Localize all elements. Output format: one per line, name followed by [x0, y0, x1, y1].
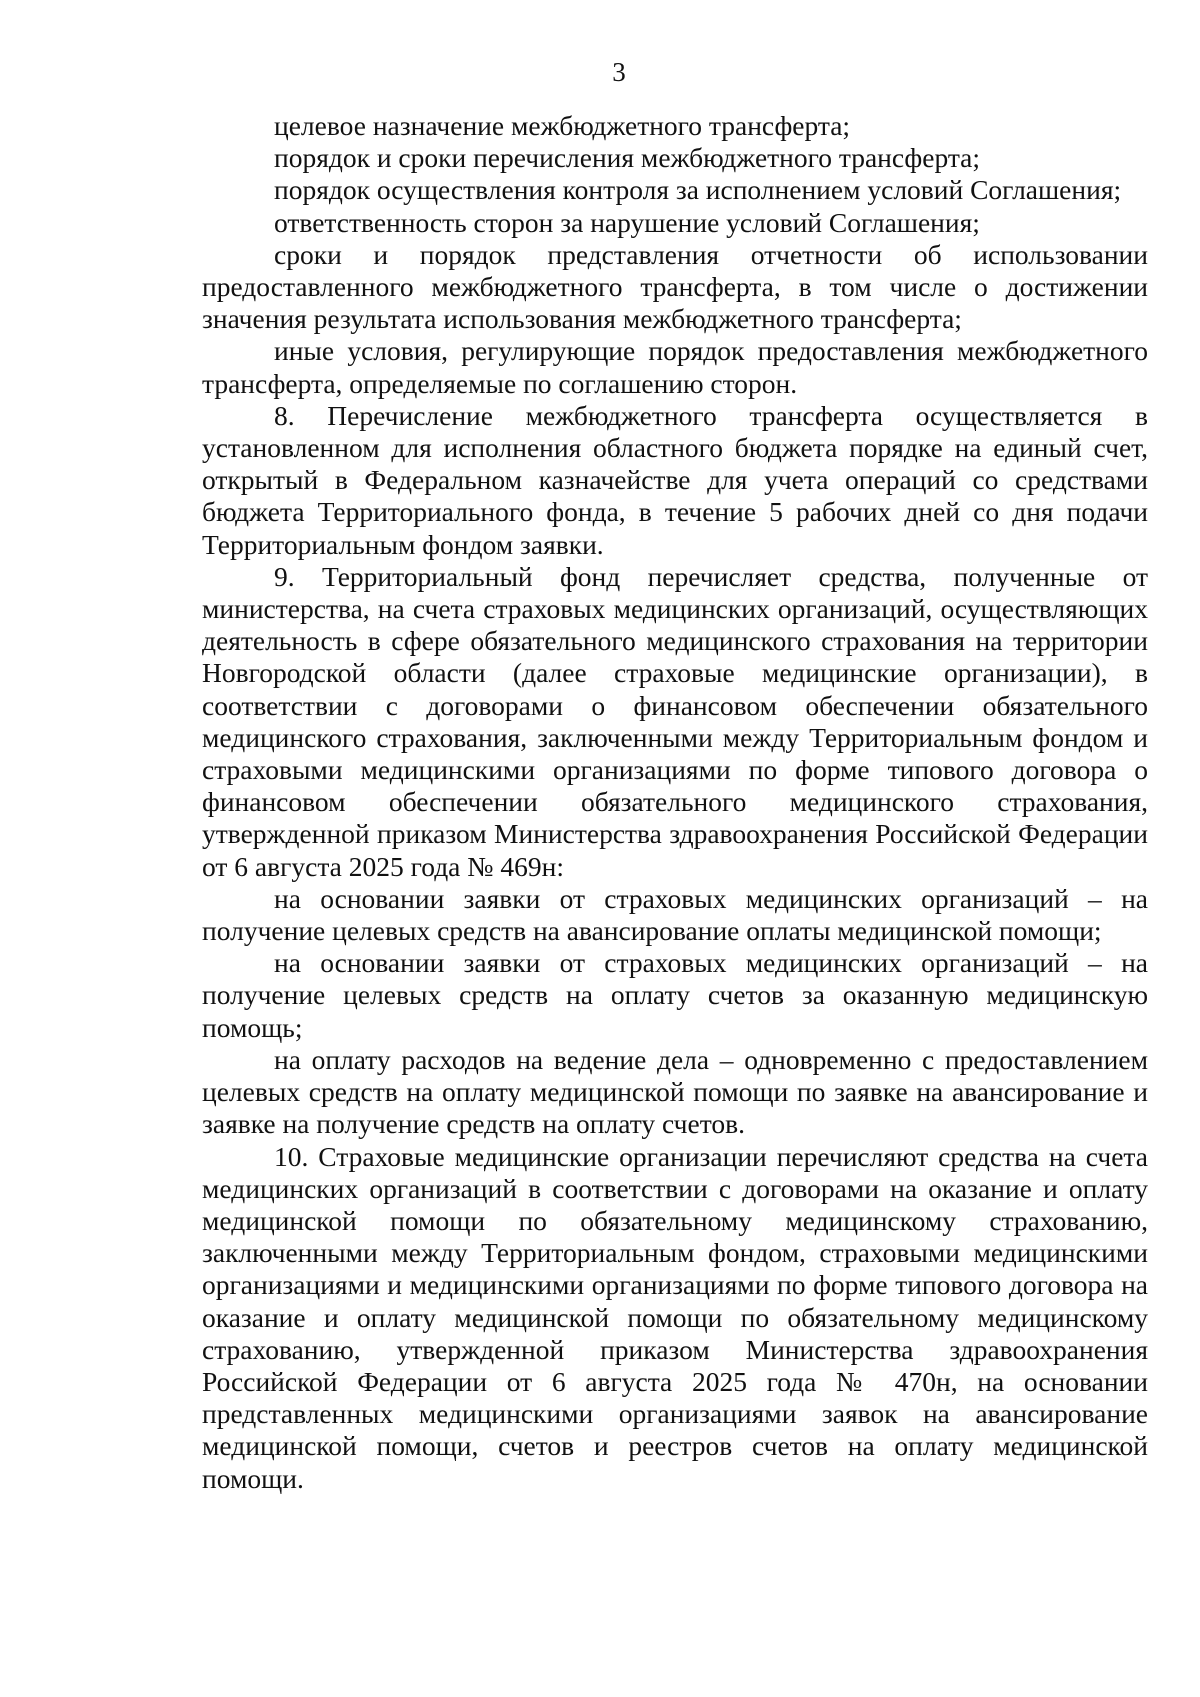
list-item-target-purpose: целевое назначение межбюджетного трансферта;	[274, 110, 851, 141]
clause-10: 10. Страховые медицинские организации перечисляют средства на счета медицинских организаций в соответствии с договорами на оказание и оплату медицинской помощи по обязательному медицинскому страхованию, заключенными между Территориальным фондом, страховыми медицинскими организациями и медицинскими организациями по форме типового договора на оказание и оплату медицинской помощи по обязательному медицинскому страхованию, утвержденной приказом Министерства здравоохранения Российской Федерации от 6 августа 2025 года № 470н, на основании представленных медицинскими организациями заявок на авансирование медицинской помощи, счетов и реестров счетов на оплату медицинской помощи.	[202, 1140, 1148, 1494]
list-item-transfer-order: порядок и сроки перечисления межбюджетного трансферта;	[274, 142, 981, 174]
list-item-responsibility: ответственность сторон за нарушение условий Соглашения;	[274, 206, 980, 238]
clause-9-item-business-expenses: на оплату расходов на ведение дела – одновременно с предоставлением целевых средств на оплату медицинской помощи по заявке на авансирование и заявке на получение средств на оплату счетов.	[202, 1043, 1148, 1140]
list-item-reporting: сроки и порядок представления отчетности об использовании предоставленного межбюджетного трансферта, в том числе о достижении значения результата использования межбюджетного трансферта;	[202, 238, 1148, 335]
clause-9-item-advance: на основании заявки от страховых медицинских организаций – на получение целевых средств на авансирование оплаты медицинской помощи;	[202, 882, 1148, 947]
clause-9: 9. Территориальный фонд перечисляет средства, полученные от министерства, на счета страховых медицинских организаций, осуществляющих деятельность в сфере обязательного медицинского страхования на территории Новгородской области (далее страховые медицинские организации), в соответствии с договорами о финансовом обеспечении обязательного медицинского страхования, заключенными между Территориальным фондом и страховыми медицинскими организациями по форме типового договора о финансовом обеспечении обязательного медицинского страхования, утвержденной приказом Министерства здравоохранения Российской Федерации от 6 августа 2025 года № 469н:	[202, 560, 1148, 882]
page-number: 3	[612, 57, 626, 87]
document-body	[202, 110, 1148, 1495]
list-item-other-conditions: иные условия, регулирующие порядок предоставления межбюджетного трансферта, определяемые по соглашению сторон.	[202, 335, 1148, 399]
clause-9-item-invoices: на основании заявки от страховых медицинских организаций – на получение целевых средств на оплату счетов за оказанную медицинскую помощь;	[202, 947, 1148, 1043]
list-item-control-order: порядок осуществления контроля за исполнением условий Соглашения;	[274, 174, 1122, 206]
clause-8: 8. Перечисление межбюджетного трансферта осуществляется в установленном для исполнения областного бюджета порядке на единый счет, открытый в Федеральном казначействе для учета операций со средствами бюджета Территориального фонда, в течение 5 рабочих дней со дня подачи Территориальным фондом заявки.	[202, 399, 1148, 560]
